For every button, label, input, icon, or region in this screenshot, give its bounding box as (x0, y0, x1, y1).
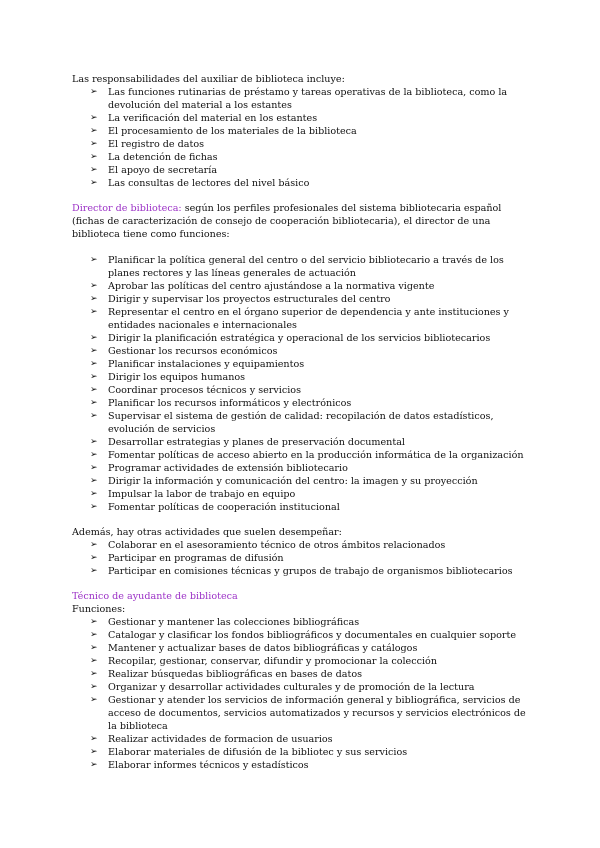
arrow-bullet-icon: ➢ (90, 126, 98, 136)
tecnico-heading: Técnico de ayudante de biblioteca (72, 591, 238, 602)
arrow-bullet-icon: ➢ (90, 502, 98, 512)
arrow-bullet-icon: ➢ (90, 281, 98, 291)
arrow-bullet-icon: ➢ (90, 463, 98, 473)
arrow-bullet-icon: ➢ (90, 178, 98, 188)
tecnico-list (72, 616, 532, 772)
director-list (72, 254, 532, 514)
director-section (72, 202, 532, 241)
tecnico-subheading: Funciones: (72, 604, 126, 615)
list-item: ➢ Dirigir la información y comunicación del centro: la imagen y su proyección (90, 476, 478, 487)
arrow-bullet-icon: ➢ (90, 489, 98, 499)
list-item: ➢ El procesamiento de los materiales de la biblioteca (90, 126, 357, 137)
arrow-bullet-icon: ➢ (90, 152, 98, 162)
ademas-list (72, 539, 532, 578)
list-item: ➢ Las consultas de lectores del nivel básico (90, 178, 310, 189)
list-item: ➢ Aprobar las políticas del centro ajustándose a la normativa vigente (90, 281, 435, 292)
list-item: ➢ Representar el centro en el órgano superior de dependencia y ante instituciones y entidades nacionales e internacionales (90, 307, 509, 331)
ademas-intro: Además, hay otras actividades que suelen desempeñar: (72, 527, 342, 538)
arrow-bullet-icon: ➢ (90, 747, 98, 757)
list-item: ➢ Desarrollar estrategias y planes de preservación documental (90, 437, 405, 448)
list-item: ➢ Catalogar y clasificar los fondos bibliográficos y documentales en cualquier soporte (90, 630, 517, 641)
arrow-bullet-icon: ➢ (90, 346, 98, 356)
list-item: ➢ Las funciones rutinarias de préstamo y tareas operativas de la biblioteca, como la devolución del material a los estantes (90, 87, 508, 111)
arrow-bullet-icon: ➢ (90, 695, 98, 705)
arrow-bullet-icon: ➢ (90, 139, 98, 149)
arrow-bullet-icon: ➢ (90, 398, 98, 408)
list-item: ➢ Dirigir los equipos humanos (90, 372, 246, 383)
list-item: ➢ La verificación del material en los estantes (90, 113, 318, 124)
arrow-bullet-icon: ➢ (90, 476, 98, 486)
list-item: ➢ Gestionar y mantener las colecciones bibliográficas (90, 617, 360, 628)
arrow-bullet-icon: ➢ (90, 255, 98, 265)
list-item: ➢ Participar en comisiones técnicas y grupos de trabajo de organismos bibliotecarios (90, 566, 513, 577)
list-item: ➢ Recopilar, gestionar, conservar, difundir y promocionar la colección (90, 656, 437, 667)
director-intro (72, 202, 532, 241)
arrow-bullet-icon: ➢ (90, 165, 98, 175)
director-heading: Director de biblioteca: (72, 203, 182, 214)
list-item: ➢ Fomentar políticas de cooperación institucional (90, 502, 340, 513)
list-item: ➢ Planificar la política general del centro o del servicio bibliotecario a través de los planes rectores y las líneas generales de actuación (90, 255, 504, 279)
arrow-bullet-icon: ➢ (90, 540, 98, 550)
list-item: ➢ Impulsar la labor de trabajo en equipo (90, 489, 296, 500)
list-item: ➢ Realizar actividades de formacion de usuarios (90, 734, 333, 745)
list-item: ➢ Mantener y actualizar bases de datos bibliográficas y catálogos (90, 643, 418, 654)
list-item: ➢ Elaborar materiales de difusión de la bibliotec y sus servicios (90, 747, 408, 758)
tecnico-section (72, 590, 532, 772)
arrow-bullet-icon: ➢ (90, 553, 98, 563)
arrow-bullet-icon: ➢ (90, 333, 98, 343)
arrow-bullet-icon: ➢ (90, 630, 98, 640)
arrow-bullet-icon: ➢ (90, 617, 98, 627)
list-item: ➢ Fomentar políticas de acceso abierto en la producción informática de la organización (90, 450, 524, 461)
arrow-bullet-icon: ➢ (90, 385, 98, 395)
list-item: ➢ La detención de fichas (90, 152, 218, 163)
arrow-bullet-icon: ➢ (90, 294, 98, 304)
list-item: ➢ Planificar instalaciones y equipamientos (90, 359, 305, 370)
arrow-bullet-icon: ➢ (90, 87, 98, 97)
list-item: ➢ Dirigir y supervisar los proyectos estructurales del centro (90, 294, 391, 305)
arrow-bullet-icon: ➢ (90, 682, 98, 692)
arrow-bullet-icon: ➢ (90, 566, 98, 576)
arrow-bullet-icon: ➢ (90, 656, 98, 666)
list-item: ➢ Organizar y desarrollar actividades culturales y de promoción de la lectura (90, 682, 475, 693)
arrow-bullet-icon: ➢ (90, 359, 98, 369)
auxiliar-list (72, 86, 532, 190)
arrow-bullet-icon: ➢ (90, 643, 98, 653)
list-item: ➢ Coordinar procesos técnicos y servicios (90, 385, 302, 396)
list-item: ➢ Gestionar los recursos económicos (90, 346, 278, 357)
director-functions (72, 254, 532, 514)
list-item: ➢ Gestionar y atender los servicios de información general y bibliográfica, servicios de acceso de documentos, servicios automatizados y recursos y servicios electrónicos de la biblioteca (90, 695, 526, 732)
arrow-bullet-icon: ➢ (90, 307, 98, 317)
auxiliar-section (72, 73, 532, 190)
auxiliar-intro: Las responsabilidades del auxiliar de biblioteca incluye: (72, 74, 345, 85)
list-item: ➢ Dirigir la planificación estratégica y operacional de los servicios bibliotecarios (90, 333, 491, 344)
list-item: ➢ Colaborar en el asesoramiento técnico de otros ámbitos relacionados (90, 540, 446, 551)
list-item: ➢ El apoyo de secretaría (90, 165, 218, 176)
arrow-bullet-icon: ➢ (90, 437, 98, 447)
list-item: ➢ Planificar los recursos informáticos y electrónicos (90, 398, 352, 409)
list-item: ➢ Supervisar el sistema de gestión de calidad: recopilación de datos estadísticos, evolución de servicios (90, 411, 494, 435)
arrow-bullet-icon: ➢ (90, 760, 98, 770)
director-intro-text: según los perfiles profesionales del sistema bibliotecaria español (fichas de caracterización de consejo de cooperación bibliotecaria), el director de una biblioteca tiene como funciones: (72, 203, 502, 240)
arrow-bullet-icon: ➢ (90, 113, 98, 123)
arrow-bullet-icon: ➢ (90, 411, 98, 421)
ademas-section (72, 526, 532, 578)
list-item: ➢ Programar actividades de extensión bibliotecario (90, 463, 348, 474)
arrow-bullet-icon: ➢ (90, 669, 98, 679)
list-item: ➢ El registro de datos (90, 139, 205, 150)
list-item: ➢ Elaborar informes técnicos y estadísticos (90, 760, 309, 771)
list-item: ➢ Realizar búsquedas bibliográficas en bases de datos (90, 669, 363, 680)
arrow-bullet-icon: ➢ (90, 450, 98, 460)
list-item: ➢ Participar en programas de difusión (90, 553, 284, 564)
arrow-bullet-icon: ➢ (90, 734, 98, 744)
arrow-bullet-icon: ➢ (90, 372, 98, 382)
